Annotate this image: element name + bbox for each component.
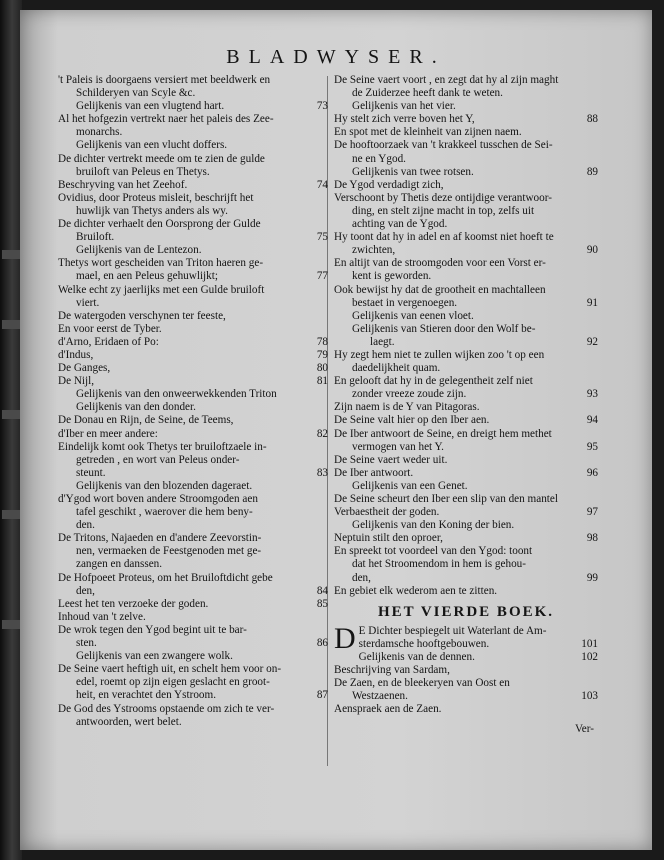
entry-line: Gelijkenis van den Koning der bien. — [352, 519, 515, 532]
index-entry — [58, 598, 328, 611]
entry-line: De Iber antwoort. — [334, 466, 414, 479]
entry-line: De Seine vaert weder uit. — [334, 453, 448, 466]
margin-mark — [2, 620, 20, 629]
index-entry — [334, 532, 598, 545]
index-entry — [334, 677, 598, 703]
book-page — [20, 10, 652, 850]
entry-line: De wrok tegen den Ygod begint uit te bar- — [58, 623, 247, 636]
entry-line: getreden , en wort van Peleus onder- — [76, 453, 240, 466]
index-entry — [58, 153, 328, 179]
index-entry — [58, 624, 328, 650]
entry-line: De dichter vertrekt meede om te zien de gulde — [58, 152, 265, 165]
index-entry — [58, 74, 328, 100]
entry-line: De Hofpoeet Proteus, om het Bruiloftdicht gebe — [58, 571, 273, 584]
entry-line: Gelijkenis van den blozenden dageraet. — [76, 479, 253, 492]
page-number: 99 — [586, 571, 598, 584]
entry-line: De dichter verhaelt den Oorsprong der Gulde — [58, 218, 261, 231]
index-entry — [58, 611, 328, 624]
page-number: 94 — [586, 414, 598, 427]
entry-line: Beschryving van het Zeehof. — [58, 178, 188, 191]
entry-line: Gelijkenis van een vlugtend hart. — [76, 100, 225, 113]
index-entry — [334, 519, 598, 532]
entry-line: mael, en aen Peleus gehuwlijkt; — [76, 270, 218, 283]
entry-line: Welke echt zy jaerlijks met een Gulde bruiloft — [58, 283, 265, 296]
entry-line: bestaet in vergenoegen. — [352, 296, 458, 309]
entry-line: ding, en stelt zijne macht in top, zelfs uit — [352, 204, 535, 217]
entry-line: En gebiet elk wederom aen te zitten. — [334, 584, 498, 597]
entry-line: monarchs. — [76, 126, 123, 139]
index-entry — [58, 532, 328, 571]
entry-line: De Seine scheurt den Iber een slip van den mantel — [334, 493, 558, 505]
page-number: 92 — [586, 335, 598, 348]
index-entry — [334, 480, 598, 493]
entry-line: kent is geworden. — [352, 270, 432, 283]
index-entry — [58, 100, 328, 113]
entry-line: E Dichter bespiegelt uit Waterlant de Am- — [358, 624, 547, 637]
page-number: 78 — [316, 335, 328, 348]
page-number: 90 — [586, 244, 598, 257]
page-number: 74 — [316, 178, 328, 191]
page-number: 84 — [316, 584, 328, 597]
index-entry — [58, 336, 328, 349]
entry-line: daedelijkheit quam. — [352, 362, 441, 375]
drop-capital: D — [334, 621, 356, 655]
index-entry — [58, 441, 328, 480]
index-entry — [58, 218, 328, 244]
entry-line: De watergoden verschynen ter feeste, — [58, 309, 226, 322]
entry-line: Gelijkenis van een zwangere wolk. — [76, 650, 233, 663]
entry-line: laegt. — [370, 335, 395, 348]
page-number: 96 — [586, 466, 598, 479]
entry-line: ne en Ygod. — [352, 152, 406, 165]
entry-line: Hy zegt hem niet te zullen wijken zoo 't op een — [334, 348, 545, 361]
index-entry — [334, 545, 598, 584]
entry-line: De Iber antwoort de Seine, en dreigt hem methet — [334, 427, 552, 440]
page-number: 101 — [581, 637, 598, 650]
index-entry — [58, 349, 328, 362]
index-entry — [334, 192, 598, 231]
entry-line: Gelijkenis van een Genet. — [352, 479, 468, 492]
entry-line: vermogen van het Y. — [352, 440, 444, 453]
entry-line: De Seine vaert heftigh uit, en schelt hem voor on- — [58, 663, 282, 676]
entry-line: dat het Stroomendom in hem is gehou- — [352, 558, 527, 571]
entry-line: sterdamsche hooftgebouwen. — [358, 637, 490, 650]
page-number: 95 — [586, 440, 598, 453]
index-entry — [334, 310, 598, 323]
index-entry — [58, 401, 328, 414]
entry-line: d'Indus, — [58, 348, 94, 361]
right-column — [334, 74, 598, 736]
index-entry — [334, 74, 598, 100]
index-entry — [58, 650, 328, 663]
entry-line: Inhoud van 't zelve. — [58, 610, 146, 623]
entry-line: De Zaen, en de bleekeryen van Oost en — [334, 677, 510, 690]
entry-line: achting van de Ygod. — [352, 218, 448, 231]
entry-line: den, — [352, 571, 371, 584]
index-entry — [334, 257, 598, 283]
entry-line: Bruiloft. — [76, 231, 115, 244]
entry-line: antwoorden, wert belet. — [76, 715, 182, 728]
entry-line: Gelijkenis van den donder. — [76, 401, 196, 414]
entry-line: En voor eerst de Tyber. — [58, 322, 162, 335]
index-entry — [58, 703, 328, 729]
entry-line: De Seine vaert voort , en zegt dat hy al zijn maght — [334, 74, 559, 86]
entry-line: Hy toont dat hy in adel en af koomst niet hoeft te — [334, 231, 554, 244]
index-entry — [58, 179, 328, 192]
catchword: Ver- — [574, 722, 594, 735]
index-entry — [334, 664, 598, 677]
index-entry — [334, 349, 598, 375]
entry-line: tafel geschikt , waerover die hem beny- — [76, 506, 253, 519]
entry-line: sten. — [76, 637, 97, 650]
index-entry — [58, 257, 328, 283]
entry-line: En spot met de kleinheit van zijnen naem. — [334, 126, 522, 139]
index-entry — [334, 375, 598, 401]
index-entry — [334, 467, 598, 480]
index-entry — [58, 572, 328, 598]
page-number: 82 — [316, 427, 328, 440]
page-number: 85 — [316, 597, 328, 610]
entry-line: Verschoont by Thetis deze ontijdige verantwoor- — [334, 191, 552, 204]
book4-entries — [334, 651, 598, 716]
page-number: 91 — [586, 296, 598, 309]
entry-line: zangen en danssen. — [76, 558, 163, 571]
entry-line: En spreekt tot voordeel van den Ygod: toont — [334, 545, 533, 558]
entry-line: Gelijkenis van twee rotsen. — [352, 165, 474, 178]
section-title: HET VIERDE BOEK. — [377, 603, 555, 620]
page-number: 81 — [316, 375, 328, 388]
entry-line: de Zuiderzee heeft dank te weten. — [352, 87, 503, 100]
page-header: BLADWYSER. — [226, 46, 446, 68]
entry-line: d'Ygod wort boven andere Stroomgoden aen — [58, 493, 258, 505]
entry-line: nen, vermaeken de Feestgenoden met ge- — [76, 545, 262, 558]
index-entry — [58, 414, 328, 427]
entry-line: De Seine valt hier op den Iber aen. — [334, 414, 490, 427]
page-number: 103 — [581, 690, 598, 703]
index-entry — [334, 454, 598, 467]
entry-line: En gelooft dat hy in de gelegentheit zelf niet — [334, 375, 533, 388]
entry-line: steunt. — [76, 466, 106, 479]
index-entry — [334, 323, 598, 349]
page-number: 93 — [586, 388, 598, 401]
index-entry — [58, 113, 328, 139]
index-entry — [334, 506, 598, 519]
entry-line: En altijt van de stroomgoden voor een Vorst er- — [334, 257, 546, 270]
index-entry — [58, 480, 328, 493]
page-number: 98 — [586, 532, 598, 545]
index-entry — [334, 166, 598, 179]
index-entry — [58, 663, 328, 702]
entry-line: d'Arno, Eridaen of Po: — [58, 335, 159, 348]
entry-line: den, — [76, 584, 95, 597]
index-entry — [334, 113, 598, 126]
page-number: 77 — [316, 270, 328, 283]
page-number: 88 — [586, 113, 598, 126]
entry-line: huwlijk van Thetys anders als wy. — [76, 204, 228, 217]
entry-line: Zijn naem is de Y van Pitagoras. — [334, 401, 480, 414]
entry-line: Gelijkenis van de Lentezon. — [76, 244, 202, 257]
index-entry — [334, 428, 598, 454]
page-number: 89 — [586, 165, 598, 178]
entry-line: Gelijkenis van eenen vloet. — [352, 309, 474, 322]
margin-mark — [2, 410, 20, 419]
margin-mark — [2, 510, 20, 519]
index-entry — [58, 362, 328, 375]
index-entry — [58, 428, 328, 441]
entry-line: Gelijkenis van een vlucht doffers. — [76, 139, 228, 152]
entry-line: De hooftoorzaek van 't krakkeel tusschen de Sei- — [334, 139, 553, 152]
index-entry — [334, 414, 598, 427]
page-number: 87 — [316, 689, 328, 702]
entry-line: Eindelijk komt ook Thetys ter bruiloftzaele in- — [58, 440, 267, 453]
entry-line: Schilderyen van Scyle &c. — [76, 87, 196, 100]
index-entry — [58, 388, 328, 401]
index-entry — [334, 284, 598, 310]
index-entry — [58, 244, 328, 257]
entry-line: Gelijkenis van Stieren door den Wolf be- — [352, 322, 536, 335]
entry-line: 't Paleis is doorgaens versiert met beeldwerk en — [58, 74, 271, 86]
entry-line: bruiloft van Peleus en Thetys. — [76, 165, 210, 178]
facing-page-edge — [0, 60, 22, 760]
entry-line: Al het hofgezin vertrekt naer het paleis des Zee- — [58, 113, 274, 126]
entry-line: Leest het ten verzoeke der goden. — [58, 597, 209, 610]
entry-line: viert. — [76, 296, 100, 309]
index-entry — [58, 192, 328, 218]
entry-line: De Nijl, — [58, 375, 95, 388]
entry-line: Gelijkenis van den onweerwekkenden Triton — [76, 388, 277, 401]
left-column — [58, 74, 328, 729]
entry-line: De God des Ystrooms opstaende om zich te ver- — [58, 702, 275, 715]
entry-line: De Donau en Rijn, de Seine, de Teems, — [58, 414, 234, 427]
entry-line: Gelijkenis van het vier. — [352, 100, 456, 113]
index-entry — [334, 585, 598, 598]
page-number: 102 — [581, 651, 598, 664]
page-number: 73 — [316, 100, 328, 113]
index-entry-first — [334, 621, 598, 655]
entry-line: Ook bewijst hy dat de grootheit en machtalleen — [334, 283, 546, 296]
page-number: 97 — [586, 506, 598, 519]
index-entry — [58, 139, 328, 152]
entry-line: zwichten, — [352, 244, 396, 257]
entry-line: edel, roemt op zijn eigen geslacht en groot- — [76, 676, 270, 689]
index-entry — [334, 493, 598, 506]
index-entry — [58, 323, 328, 336]
entry-line: d'Iber en meer andere: — [58, 427, 158, 440]
page-number: 75 — [316, 231, 328, 244]
entry-line: zonder vreeze zoude zijn. — [352, 388, 467, 401]
index-entry — [334, 651, 598, 664]
page-number: 79 — [316, 348, 328, 361]
entry-line: Ovidius, door Proteus misleit, beschrijft het — [58, 191, 254, 204]
index-entry — [58, 310, 328, 323]
margin-mark — [2, 320, 20, 329]
index-entry — [334, 100, 598, 113]
index-entry — [334, 231, 598, 257]
entry-line: Westzaenen. — [352, 690, 408, 703]
entry-line: Hy stelt zich verre boven het Y, — [334, 113, 475, 126]
index-entry — [58, 284, 328, 310]
entry-line: Beschrijving van Sardam, — [334, 664, 450, 677]
index-entry — [334, 401, 598, 414]
page-number: 86 — [316, 637, 328, 650]
entry-line: Aenspraek aen de Zaen. — [334, 703, 442, 716]
entry-line: Gelijkenis van de dennen. — [358, 651, 475, 664]
index-entry — [58, 493, 328, 532]
entry-line: De Ygod verdadigt zich, — [334, 178, 444, 191]
right-entries — [334, 74, 598, 598]
page-number: 80 — [316, 362, 328, 375]
entry-line: De Tritons, Najaeden en d'andere Zeevorstin- — [58, 532, 262, 545]
entry-line: Neptuin stilt den oproer, — [334, 532, 443, 545]
page-number: 83 — [316, 466, 328, 479]
index-entry — [334, 126, 598, 139]
entry-line: den. — [76, 519, 95, 532]
index-entry — [334, 139, 598, 165]
index-entry — [334, 179, 598, 192]
margin-mark — [2, 250, 20, 259]
entry-line: Thetys wort gescheiden van Triton haeren ge- — [58, 257, 264, 270]
index-entry — [58, 375, 328, 388]
index-entry — [334, 703, 598, 716]
entry-line: Verbaestheit der goden. — [334, 506, 440, 519]
entry-line: heit, en verachtet den Ystroom. — [76, 689, 217, 702]
entry-line: De Ganges, — [58, 362, 111, 375]
